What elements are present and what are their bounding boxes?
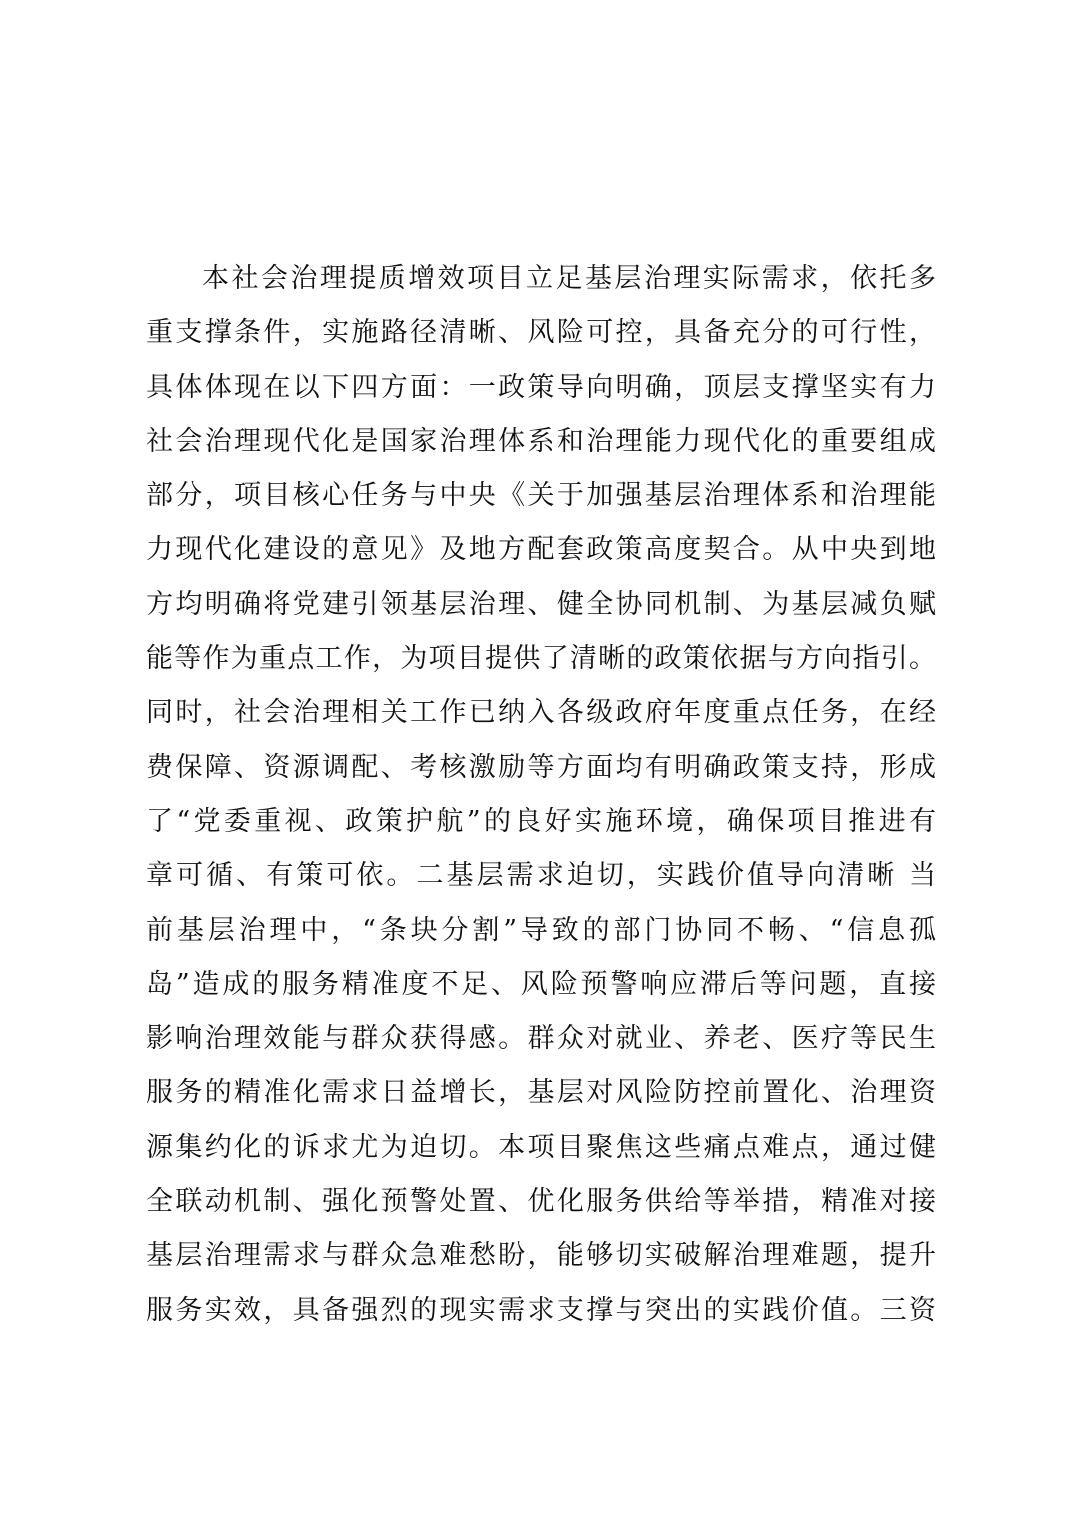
text-line: 重支撑条件，实施路径清晰、风险可控，具备充分的可行性， bbox=[146, 317, 936, 349]
text-line: 服务实效，具备强烈的现实需求支撑与突出的实践价值。三资 bbox=[146, 1294, 936, 1326]
text-line: 源集约化的诉求尤为迫切。本项目聚焦这些痛点难点，通过健 bbox=[146, 1131, 936, 1163]
text-line: 了“党委重视、政策护航”的良好实施环境，确保项目推进有 bbox=[146, 805, 936, 837]
text-line: 影响治理效能与群众获得感。群众对就业、养老、医疗等民生 bbox=[146, 1023, 936, 1055]
text-line: 力现代化建设的意见》及地方配套政策高度契合。从中央到地 bbox=[146, 534, 936, 566]
text-line: 能等作为重点工作，为项目提供了清晰的政策依据与方向指引。 bbox=[146, 643, 936, 675]
text-line: 方均明确将党建引领基层治理、健全协同机制、为基层减负赋 bbox=[146, 588, 936, 620]
text-line: 章可循、有策可依。二基层需求迫切，实践价值导向清晰 当 bbox=[146, 860, 936, 892]
text-line: 费保障、资源调配、考核激励等方面均有明确政策支持，形成 bbox=[146, 751, 936, 783]
text-line: 基层治理需求与群众急难愁盼，能够切实破解治理难题，提升 bbox=[146, 1240, 936, 1272]
text-line: 前基层治理中，“条块分割”导致的部门协同不畅、“信息孤 bbox=[146, 914, 936, 946]
text-line: 具体体现在以下四方面：一政策导向明确，顶层支撑坚实有力 bbox=[146, 371, 936, 403]
body-paragraph bbox=[146, 252, 936, 1338]
text-line: 社会治理现代化是国家治理体系和治理能力现代化的重要组成 bbox=[146, 425, 936, 457]
text-line: 本社会治理提质增效项目立足基层治理实际需求，依托多 bbox=[202, 263, 936, 294]
text-line: 同时，社会治理相关工作已纳入各级政府年度重点任务，在经 bbox=[146, 697, 936, 729]
text-line: 服务的精准化需求日益增长，基层对风险防控前置化、治理资 bbox=[146, 1077, 936, 1109]
text-line: 岛”造成的服务精准度不足、风险预警响应滞后等问题，直接 bbox=[146, 968, 936, 1000]
text-line: 部分，项目核心任务与中央《关于加强基层治理体系和治理能 bbox=[146, 480, 936, 512]
text-line: 全联动机制、强化预警处置、优化服务供给等举措，精准对接 bbox=[146, 1186, 936, 1218]
